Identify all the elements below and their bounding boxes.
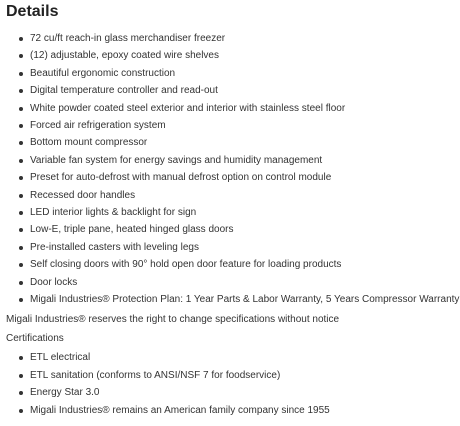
details-item: Bottom mount compressor [18, 134, 460, 151]
certification-item: Migali Industries® remains an American family company since 1955 [18, 402, 460, 419]
certifications-list [6, 349, 460, 419]
details-item: Migali Industries® Protection Plan: 1 Year Parts & Labor Warranty, 5 Years Compressor Warranty [18, 291, 460, 308]
details-item: Preset for auto-defrost with manual defrost option on control module [18, 169, 460, 186]
details-item: Low-E, triple pane, heated hinged glass doors [18, 221, 460, 238]
details-item: Forced air refrigeration system [18, 117, 460, 134]
details-list [6, 30, 460, 309]
details-item: Beautiful ergonomic construction [18, 65, 460, 82]
details-item: Pre-installed casters with leveling legs [18, 239, 460, 256]
certification-item: ETL sanitation (conforms to ANSI/NSF 7 for foodservice) [18, 367, 460, 384]
details-item: (12) adjustable, epoxy coated wire shelves [18, 47, 460, 64]
certifications-label: Certifications [6, 332, 64, 344]
details-item: Door locks [18, 274, 460, 291]
details-item: 72 cu/ft reach-in glass merchandiser freezer [18, 30, 460, 47]
certification-item: Energy Star 3.0 [18, 384, 460, 401]
details-item: Variable fan system for energy savings and humidity management [18, 152, 460, 169]
details-item: Digital temperature controller and read-out [18, 82, 460, 99]
specifications-notice: Migali Industries® reserves the right to change specifications without notice [6, 313, 340, 325]
certification-item: ETL electrical [18, 349, 460, 366]
details-item: LED interior lights & backlight for sign [18, 204, 460, 221]
details-item: White powder coated steel exterior and interior with stainless steel floor [18, 100, 460, 117]
details-item: Recessed door handles [18, 187, 460, 204]
details-heading: Details [6, 3, 59, 20]
details-item: Self closing doors with 90° hold open door feature for loading products [18, 256, 460, 273]
